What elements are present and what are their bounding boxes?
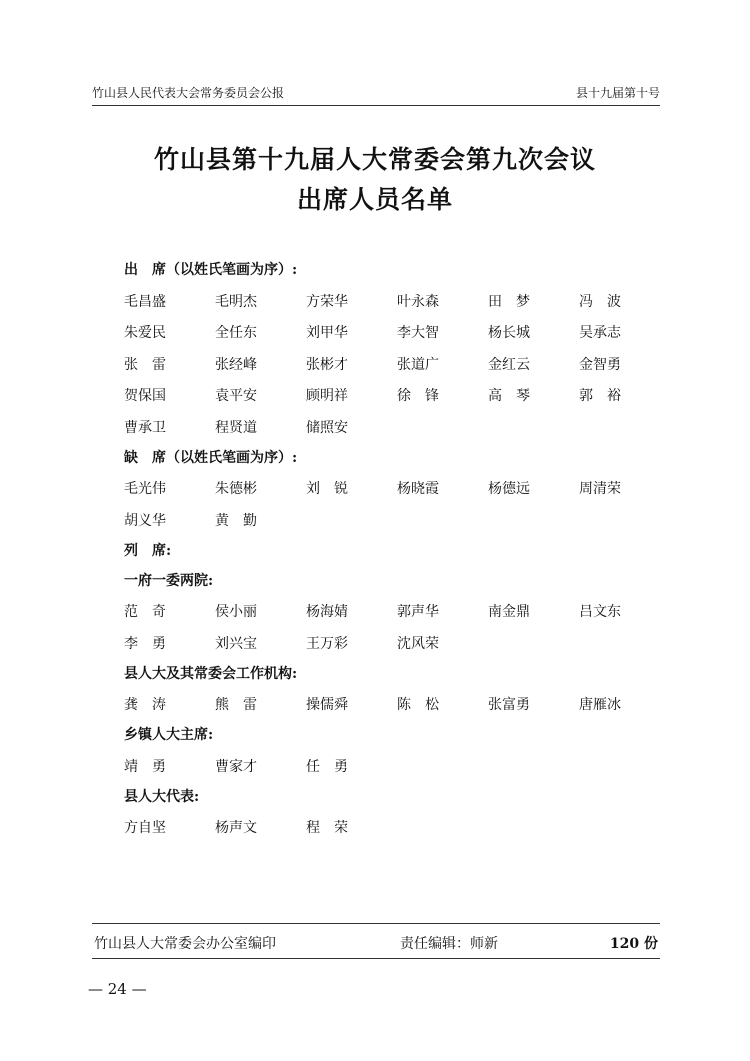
section-heading: 一府一委两院:	[124, 572, 214, 589]
name-grid	[124, 473, 664, 536]
person-name: 毛明杰	[215, 293, 257, 310]
person-name: 全任东	[215, 325, 257, 342]
person-name: 李 勇	[124, 635, 166, 652]
person-name: 方自坚	[124, 820, 166, 837]
person-name: 方荣华	[306, 293, 348, 310]
name-grid	[124, 285, 664, 443]
person-name: 吴承志	[579, 325, 621, 342]
person-name: 朱德彬	[215, 481, 257, 498]
person-name: 金红云	[488, 356, 530, 373]
person-name: 储照安	[306, 419, 348, 436]
person-name: 龚 涛	[124, 697, 166, 714]
name-grid	[124, 812, 664, 844]
person-name: 徐 锋	[397, 388, 439, 405]
person-name: 刘甲华	[306, 325, 348, 342]
person-name: 刘兴宝	[215, 635, 257, 652]
section-heading: 列 席:	[124, 542, 172, 559]
section-heading: 乡镇人大主席:	[124, 727, 214, 743]
person-name: 侯小丽	[215, 604, 257, 621]
footer-editor-office: 竹山县人大常委会办公室编印	[94, 936, 276, 952]
person-name: 杨晓霞	[397, 481, 439, 498]
person-name: 张彬才	[306, 356, 348, 373]
person-name: 黄 勤	[215, 512, 257, 529]
person-name: 吕文东	[579, 604, 621, 621]
person-name: 任 勇	[306, 758, 348, 775]
person-name: 张道广	[397, 356, 439, 373]
person-name: 周清荣	[579, 481, 621, 498]
person-name: 杨海婧	[306, 604, 348, 621]
section-heading: 出 席（以姓氏笔画为序）:	[124, 262, 298, 278]
name-grid	[124, 596, 664, 659]
header-publication-name: 竹山县人民代表大会常务委员会公报	[92, 86, 285, 100]
person-name: 张富勇	[488, 697, 530, 714]
person-name: 程 荣	[306, 820, 348, 837]
page-header	[92, 84, 660, 106]
person-name: 靖 勇	[124, 758, 166, 775]
document-title: 竹山县第十九届人大常委会第九次会议	[153, 145, 596, 174]
person-name: 刘 锐	[306, 481, 348, 498]
person-name: 杨德远	[488, 481, 530, 498]
person-name: 朱爱民	[124, 325, 166, 342]
person-name: 李大智	[397, 325, 439, 342]
footer-print-count: 120 份	[609, 936, 658, 952]
attendance-list	[124, 255, 664, 843]
person-name: 袁平安	[215, 388, 257, 405]
page-footer	[92, 923, 660, 959]
name-grid	[124, 750, 664, 782]
person-name: 贺保国	[124, 388, 166, 405]
person-name: 陈 松	[397, 697, 439, 714]
person-name: 叶永森	[397, 293, 439, 310]
person-name: 唐雁冰	[579, 697, 621, 714]
person-name: 毛昌盛	[124, 293, 166, 310]
person-name: 熊 雷	[215, 697, 257, 714]
person-name: 田 梦	[488, 293, 530, 310]
person-name: 沈风荣	[397, 635, 439, 652]
person-name: 王万彩	[306, 635, 348, 652]
person-name: 郭 裕	[579, 388, 621, 405]
person-name: 杨声文	[215, 820, 257, 837]
person-name: 南金鼎	[488, 604, 530, 621]
person-name: 郭声华	[397, 604, 439, 621]
name-grid	[124, 689, 664, 721]
person-name: 顾明祥	[306, 388, 348, 405]
person-name: 毛光伟	[124, 481, 166, 498]
person-name: 张 雷	[124, 356, 166, 373]
person-name: 冯 波	[579, 293, 621, 310]
person-name: 胡义华	[124, 512, 166, 529]
person-name: 高 琴	[488, 388, 530, 405]
section-heading: 县人大代表:	[124, 788, 200, 805]
person-name: 操儒舜	[306, 697, 348, 714]
section-heading: 缺 席（以姓氏笔画为序）:	[124, 449, 298, 466]
person-name: 杨长城	[488, 325, 530, 342]
person-name: 范 奇	[124, 604, 166, 621]
person-name: 曹承卫	[124, 419, 166, 436]
person-name: 曹家才	[215, 758, 257, 775]
footer-responsible-editor: 责任编辑：师新	[400, 936, 498, 952]
person-name: 程贤道	[215, 419, 257, 436]
person-name: 张经峰	[215, 356, 257, 373]
header-issue-number: 县十九届第十号	[575, 86, 660, 100]
document-subtitle: 出席人员名单	[296, 185, 453, 214]
section-heading: 县人大及其常委会工作机构:	[124, 665, 298, 682]
person-name: 金智勇	[579, 356, 621, 373]
page-number: — 24 —	[88, 980, 147, 998]
